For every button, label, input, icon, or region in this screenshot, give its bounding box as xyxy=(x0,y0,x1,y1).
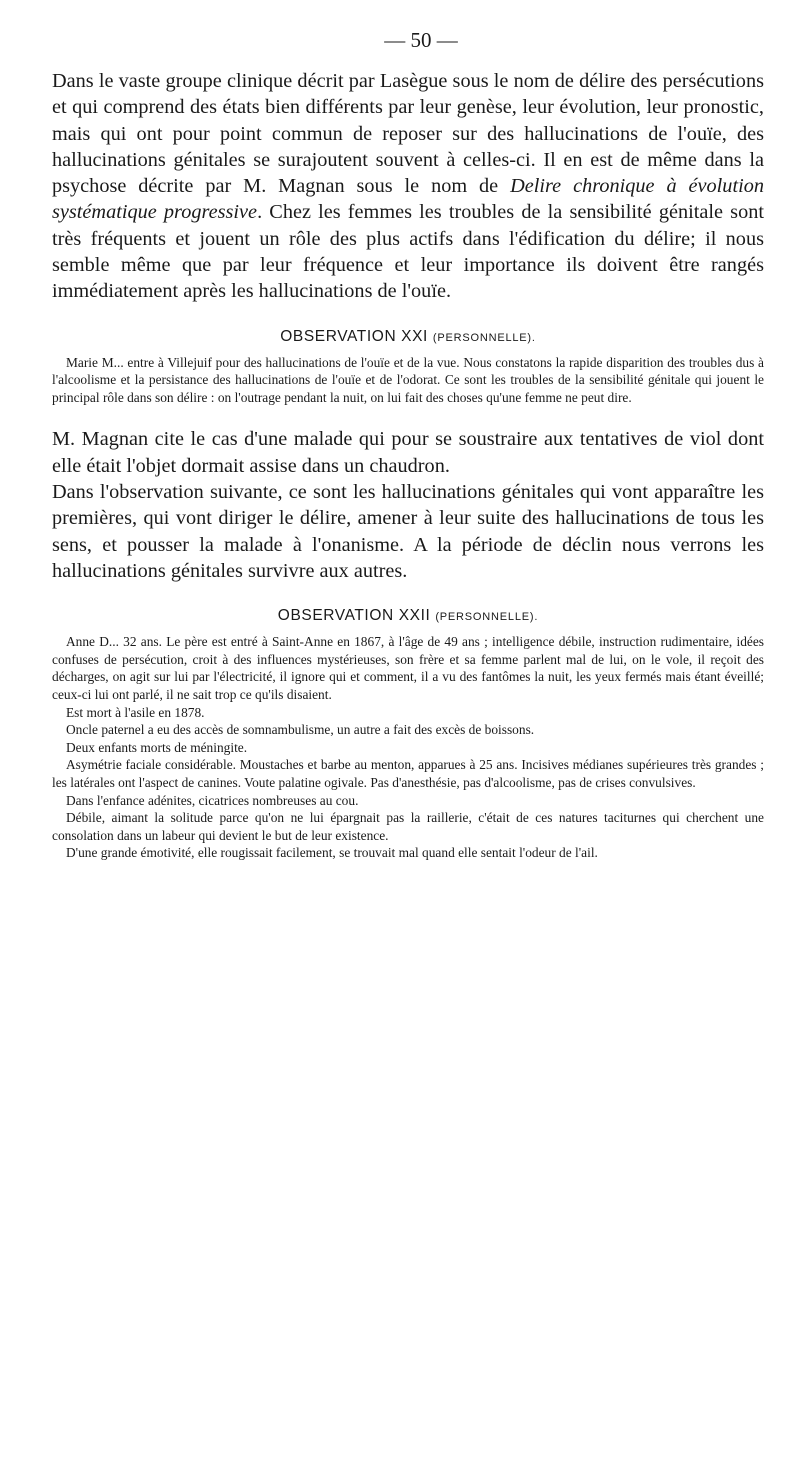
page-number: — 50 — xyxy=(384,28,458,52)
observation-22-paragraph: Deux enfants morts de méningite. xyxy=(66,739,248,755)
book-page xyxy=(52,28,764,862)
observation-21-text: Marie M... entre à Villejuif pour des hallucinations de l'ouïe et de la vue. Nous constatons la rapide disparition des troubles dus à l'alcoolisme et la persistance des hallucinations de l'ouïe et de l'odorat. Ce sont les troubles de la sensibilité génitale qui jouent le principal rôle dans son délire : on l'outrage pendant la nuit, on lui fait des choses qu'une femme ne peut dire. xyxy=(52,354,764,405)
paragraph-intro-italic: Delire chronique à évolution systématique progressive xyxy=(52,175,764,224)
paragraph-intro xyxy=(52,68,764,305)
observation-22-subtitle: (PERSONNELLE). xyxy=(435,611,539,624)
observation-21-subtitle: (PERSONNELLE). xyxy=(432,331,536,344)
paragraph-intro-text-end: . Chez les femmes les troubles de la sensibilité génitale sont très fréquents et jouent un rôle des plus actifs dans l'édification du délire; il nous semble même que par leur fréquence et leur importance ils doivent être rangés immédiatement après les hallucinations de l'ouïe. xyxy=(52,201,764,303)
paragraph-intro-text: Dans le vaste groupe clinique décrit par Lasègue sous le nom de délire des persécutions et qui comprend des états bien différents par leur genèse, leur évolution, leur pronostic, mais qui ont pour point commun de reposer sur des hallucinations de l'ouïe, des hallucinations génitales se surajoutent souvent à celles-ci. Il en est de même dans la psychose décrite par M. Magnan sous le nom de xyxy=(52,70,764,198)
observation-22-heading xyxy=(52,606,764,627)
observation-22-paragraph: Est mort à l'asile en 1878. xyxy=(66,704,205,720)
observation-22-paragraph: Oncle paternel a eu des accès de somnambulisme, un autre a fait des excès de boissons. xyxy=(66,722,535,738)
observation-22-title: OBSERVATION XXII xyxy=(277,607,431,625)
observation-22-paragraph: Anne D... 32 ans. Le père est entré à Saint-Anne en 1867, à l'âge de 49 ans ; intelligence débile, instruction rudimentaire, idées confuses de persécution, croit à des influences mystérieuses, son frère et sa femme parlent mal de lui, on le vole, il reçoit des décharges, on agit sur lui par l'électricité, il ignore qui et comment, il a vu des fantômes la nuit, les yeux fermés mais étant éveillé; ceux-ci lui ont parlé, il ne sait trop ce qu'ils disaient. xyxy=(52,634,764,703)
observation-22-paragraph: Asymétrie faciale considérable. Moustaches et barbe au menton, apparues à 25 ans. Incisives médianes supérieures très grandes ; les latérales ont l'aspect de canines. Voute palatine ogivale. Pas d'anesthésie, pas d'alcoolisme, pas de crises convulsives. xyxy=(52,757,764,790)
paragraph-observation-intro: Dans l'observation suivante, ce sont les hallucinations génitales qui vont apparaître les premières, qui vont diriger le délire, amener à leur suite des hallucinations de tous les sens, et pousser la malade à l'onanisme. A la période de déclin nous verrons les hallucinations génitales survivre aux autres. xyxy=(52,481,764,582)
observation-22-paragraph: Dans l'enfance adénites, cicatrices nombreuses au cou. xyxy=(66,792,359,808)
observation-22-paragraph: Débile, aimant la solitude parce qu'on ne lui épargnait pas la raillerie, c'était de ces natures taciturnes qui cherchent une consolation dans un labeur qui devient le but de leur existence. xyxy=(52,810,764,843)
observation-21-heading xyxy=(52,327,764,348)
paragraph-magnan: M. Magnan cite le cas d'une malade qui pour se soustraire aux tentatives de viol dont elle était l'objet dormait assise dans un chaudron. xyxy=(52,428,764,477)
observation-21-title: OBSERVATION XXI xyxy=(280,327,428,345)
observation-22-paragraph: D'une grande émotivité, elle rougissait facilement, se trouvait mal quand elle sentait l'odeur de l'ail. xyxy=(66,845,598,861)
